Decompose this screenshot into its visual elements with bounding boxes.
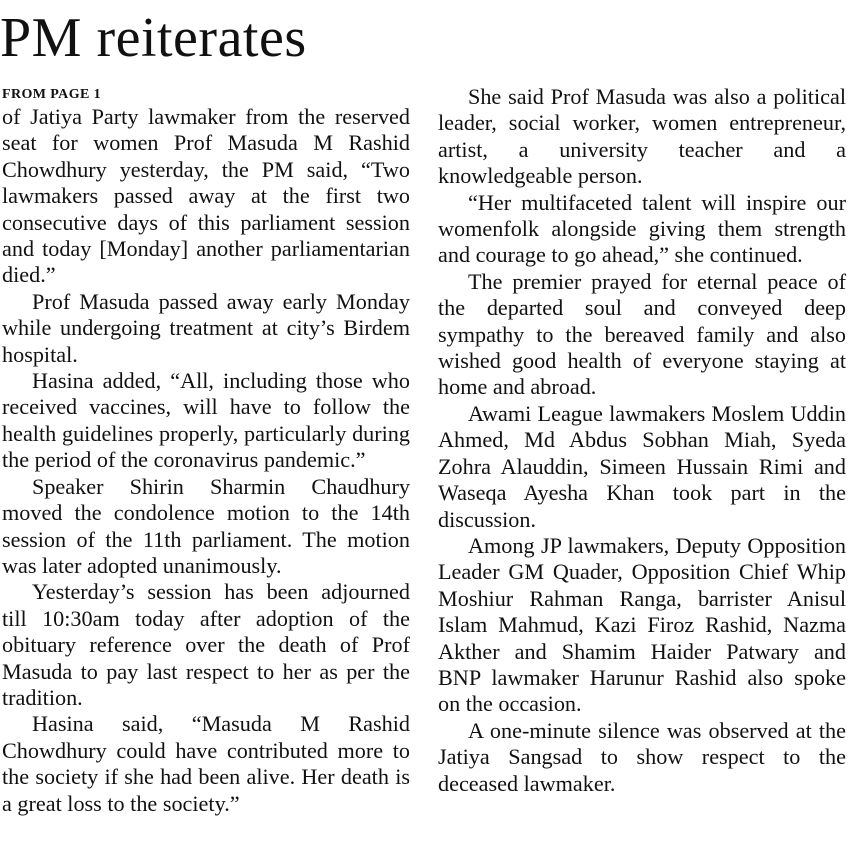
paragraph: Among JP lawmakers, Deputy Opposition Leader GM Quader, Opposition Chief Whip Moshiur Rahman Ranga, barrister Anisul Islam Mahmud, Kazi Firoz Rashid, Nazma Akther and Shamim Haider Patwary and BNP lawmaker Harunur Rashid also spoke on the occasion. — [438, 532, 846, 717]
paragraph: “Her multifaceted talent will inspire our womenfolk alongside giving them strength and courage to go ahead,” she continued. — [438, 189, 846, 268]
paragraph: Speaker Shirin Sharmin Chaudhury moved the condolence motion to the 14th session of the 11th parliament. The motion was later adopted unanimously. — [2, 473, 410, 578]
paragraph: Hasina added, “All, including those who received vaccines, will have to follow the health guidelines properly, particularly during the period of the coronavirus pandemic.” — [2, 368, 410, 473]
continuation-kicker: FROM PAGE 1 — [2, 87, 102, 102]
paragraph: Awami League lawmakers Moslem Uddin Ahmed, Md Abdus Sobhan Miah, Syeda Zohra Alauddin, Simeen Hussain Rimi and Waseqa Ayesha Khan took part in the discussion. — [438, 400, 846, 532]
article-column-right — [438, 84, 846, 797]
paragraph: She said Prof Masuda was also a political leader, social worker, women entrepreneur, artist, a university teacher and a knowledgeable person. — [438, 84, 846, 189]
paragraph: Hasina said, “Masuda M Rashid Chowdhury could have contributed more to the society if she had been alive. Her death is a great loss to the society.” — [2, 711, 410, 816]
paragraph: The premier prayed for eternal peace of the departed soul and conveyed deep sympathy to the bereaved family and also wished good health of everyone staying at home and abroad. — [438, 268, 846, 400]
paragraph: Yesterday’s session has been adjourned till 10:30am today after adoption of the obituary reference over the death of Prof Masuda to pay last respect to her as per the tradition. — [2, 579, 410, 710]
paragraph: of Jatiya Party lawmaker from the reserved seat for women Prof Masuda M Rashid Chowdhury yesterday, the PM said, “Two lawmakers passed away at the first two consecutive days of this parliament session and today [Monday] another parliamentarian died.” — [2, 104, 410, 288]
article-column-left — [2, 86, 410, 817]
paragraph: A one-minute silence was observed at the Jatiya Sangsad to show respect to the deceased lawmaker. — [438, 717, 846, 796]
paragraph: Prof Masuda passed away early Monday while undergoing treatment at city’s Birdem hospital. — [2, 288, 410, 367]
headline: PM reiterates — [0, 7, 307, 69]
